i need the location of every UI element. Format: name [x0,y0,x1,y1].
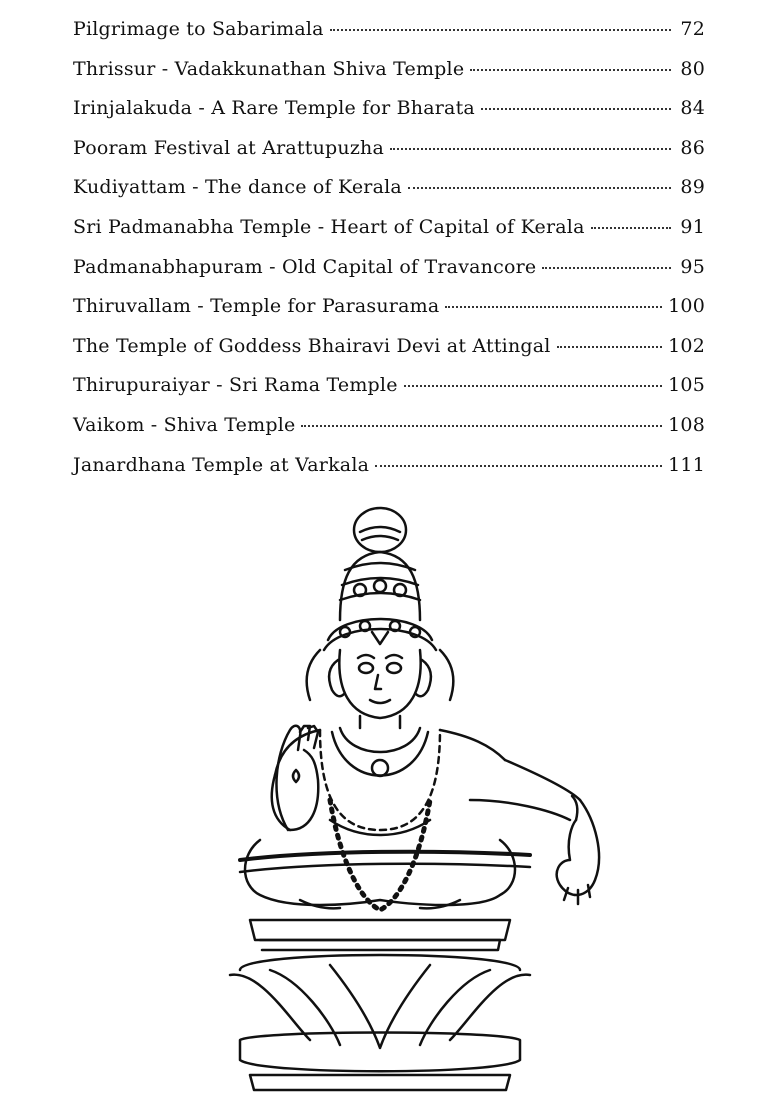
toc-entry [73,335,705,375]
toc-entry-title: Irinjalakuda - A Rare Temple for Bharata [73,97,475,120]
table-of-contents [73,18,705,493]
toc-entry-title: Pooram Festival at Arattupuzha [73,136,385,159]
toc-dot-leader [330,29,671,31]
toc-entry-page: 95 [680,255,705,278]
toc-dot-leader [557,346,663,348]
toc-dot-leader [390,148,671,150]
toc-dot-leader [301,425,662,427]
toc-entry-page: 72 [680,18,705,40]
toc-entry-title: Kudiyattam - The dance of Kerala [73,176,402,199]
toc-entry [73,137,705,177]
toc-dot-leader [481,108,671,110]
toc-entry-title: Janardhana Temple at Varkala [73,453,370,476]
toc-entry [73,256,705,296]
toc-entry-page: 100 [668,295,705,318]
toc-entry-page: 80 [680,57,705,80]
toc-entry [73,295,705,335]
toc-entry-page: 91 [680,215,705,238]
toc-entry-page: 86 [680,136,705,159]
toc-entry-title: Thrissur - Vadakkunathan Shiva Temple [73,57,465,80]
toc-entry-page: 108 [668,413,705,436]
toc-entry-page: 102 [668,334,705,357]
toc-entry [73,454,705,494]
toc-entry [73,374,705,414]
toc-entry [73,414,705,454]
toc-entry [73,216,705,256]
toc-entry-title: Padmanabhapuram - Old Capital of Travancore [73,255,537,278]
toc-entry-page: 105 [668,374,705,397]
toc-dot-leader [470,69,671,71]
toc-entry-page: 89 [680,176,705,199]
toc-dot-leader [591,227,671,229]
toc-entry-title: Vaikom - Shiva Temple [73,413,296,436]
toc-entry-title: The Temple of Goddess Bhairavi Devi at Attingal [73,334,551,357]
toc-entry-title: Pilgrimage to Sabarimala [73,18,324,40]
toc-entry-title: Sri Padmanabha Temple - Heart of Capital of Kerala [73,215,585,238]
toc-dot-leader [542,267,671,269]
toc-entry-title: Thiruvallam - Temple for Parasurama [73,295,440,318]
toc-dot-leader [445,306,662,308]
deity-line-drawing-icon [200,500,660,1100]
toc-entry-page: 84 [680,97,705,120]
toc-dot-leader [408,187,671,189]
toc-dot-leader [404,385,662,387]
toc-entry [73,176,705,216]
toc-entry [73,18,705,58]
toc-dot-leader [375,465,662,467]
toc-entry-title: Thirupuraiyar - Sri Rama Temple [73,374,398,397]
toc-entry [73,58,705,98]
toc-entry [73,97,705,137]
toc-entry-page: 111 [668,453,705,476]
